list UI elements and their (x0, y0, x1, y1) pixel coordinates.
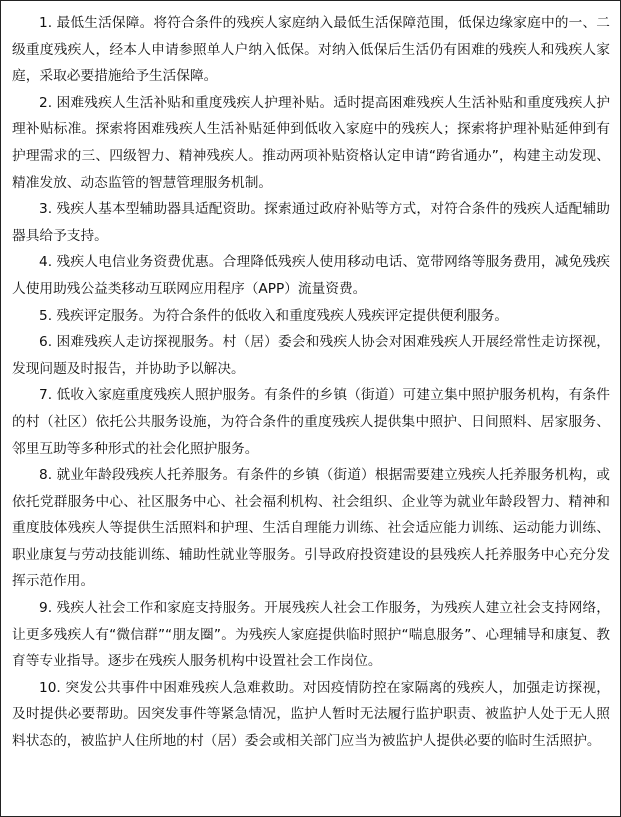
paragraph-item-7: 7. 低收入家庭重度残疾人照护服务。有条件的乡镇（街道）可建立集中照护服务机构，有条件的村（社区）依托公共服务设施，为符合条件的重度残疾人提供集中照护、日间照料、居家服务、邻里互助等多种形式的社会化照护服务。 (12, 387, 610, 457)
paragraph-item-2: 2. 困难残疾人生活补贴和重度残疾人护理补贴。适时提高困难残疾人生活补贴和重度残疾人护理补贴标准。探索将困难残疾人生活补贴延伸到低收入家庭中的残疾人；探索将护理补贴延伸到有护理需求的三、四级智力、精神残疾人。推动两项补贴资格认定申请“跨省通办”，构建主动发现、精准发放、动态监管的智慧管理服务机制。 (12, 94, 610, 191)
paragraph-item-1: 1. 最低生活保障。将符合条件的残疾人家庭纳入最低生活保障范围，低保边缘家庭中的一、二级重度残疾人，经本人申请参照单人户纳入低保。对纳入低保后生活仍有困难的残疾人和残疾人家庭，采取必要措施给予生活保障。 (12, 15, 610, 85)
paragraph-item-10: 10. 突发公共事件中困难残疾人急难救助。对因疫情防控在家隔离的残疾人，加强走访探视，及时提供必要帮助。因突发事件等紧急情况，监护人暂时无法履行监护职责、被监护人处于无人照料状态的，被监护人住所地的村（居）委会或相关部门应当为被监护人提供必要的临时生活照护。 (12, 679, 610, 750)
paragraph-item-9: 9. 残疾人社会工作和家庭支持服务。开展残疾人社会工作服务，为残疾人建立社会支持网络，让更多残疾人有“微信群”“朋友圈”。为残疾人家庭提供临时照护“喘息服务”、心理辅导和康复、教育等专业指导。逐步在残疾人服务机构中设置社会工作岗位。 (12, 600, 610, 670)
paragraph-item-4: 4. 残疾人电信业务资费优惠。合理降低残疾人使用移动电话、宽带网络等服务费用，减免残疾人使用助残公益类移动互联网应用程序（APP）流量资费。 (12, 254, 610, 297)
document-body (12, 10, 610, 755)
paragraph-item-3: 3. 残疾人基本型辅助器具适配资助。探索通过政府补贴等方式，对符合条件的残疾人适配辅助器具给予支持。 (12, 201, 610, 244)
paragraph-item-5: 5. 残疾评定服务。为符合条件的低收入和重度残疾人残疾评定提供便利服务。 (39, 307, 509, 324)
paragraph-item-6: 6. 困难残疾人走访探视服务。村（居）委会和残疾人协会对困难残疾人开展经常性走访探视，发现问题及时报告，并协助予以解决。 (12, 334, 610, 377)
paragraph-item-8: 8. 就业年龄段残疾人托养服务。有条件的乡镇（街道）根据需要建立残疾人托养服务机构，或依托党群服务中心、社区服务中心、社会福利机构、社会组织、企业等为就业年龄段智力、精神和重度肢体残疾人等提供生活照料和护理、生活自理能力训练、社会适应能力训练、运动能力训练、职业康复与劳动技能训练、辅助性就业等服务。引导政府投资建设的县残疾人托养服务中心充分发挥示范作用。 (12, 467, 610, 590)
